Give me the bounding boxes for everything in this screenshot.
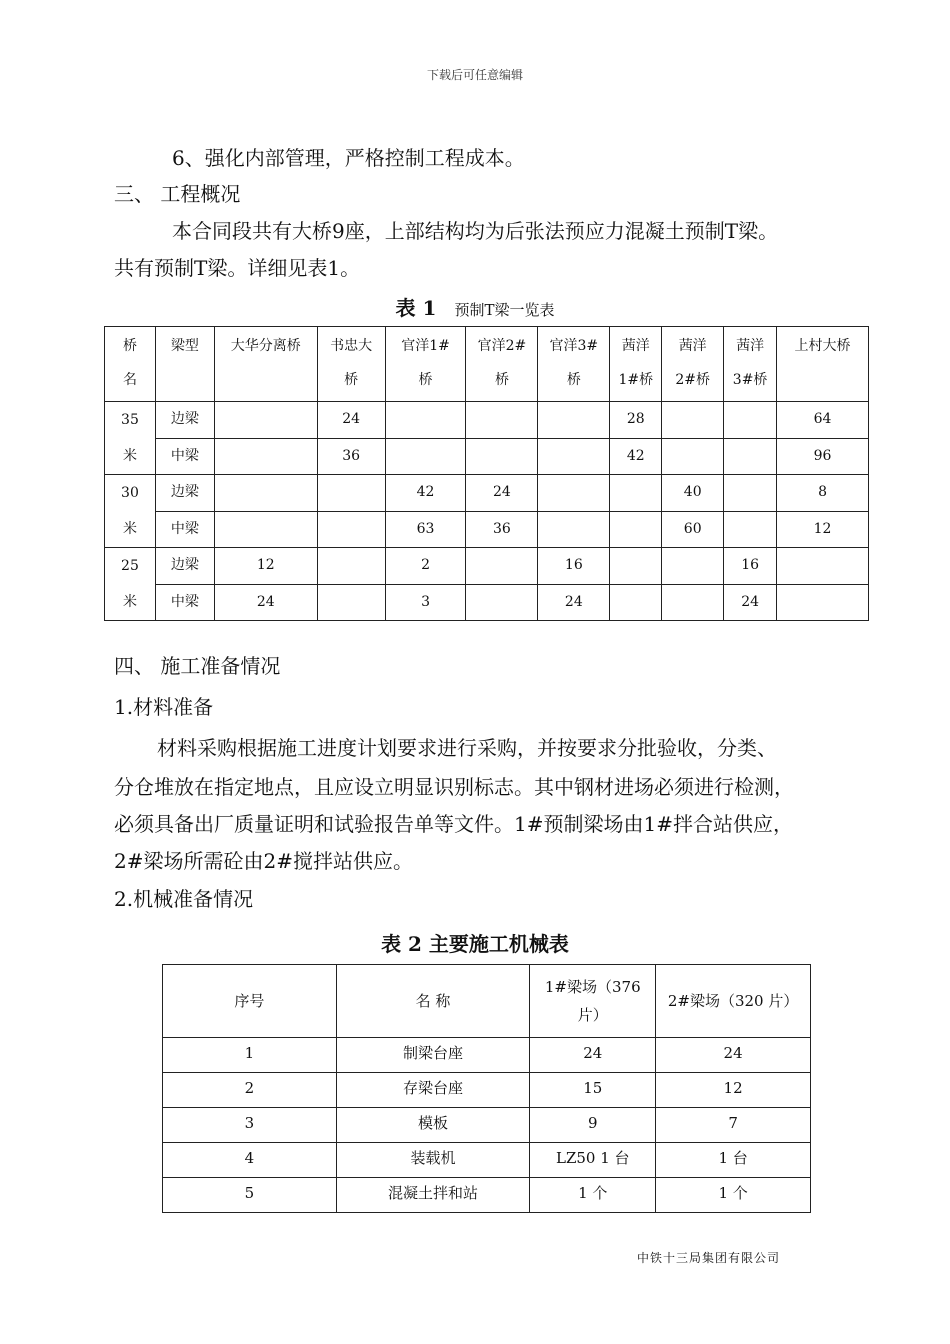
table1-header-line2: 桥 (494, 372, 509, 388)
table2-header-no: 序号 (163, 965, 337, 1038)
table1-cell (724, 402, 777, 439)
table1-header-cell (610, 327, 662, 402)
table1-header-line1: 官洋3# (549, 338, 599, 354)
table1-header-line1: 官洋2# (477, 338, 527, 354)
table1-span-cell (105, 548, 156, 621)
table2-cell-yard2: 1 台 (656, 1143, 811, 1178)
table1-cell (317, 584, 385, 621)
materials-paragraph-line3: 必须具备出厂质量证明和试验报告单等文件。1#预制梁场由1#拌合站供应， (114, 812, 793, 836)
table1-header-cell (317, 327, 385, 402)
table1-header-line1: 桥 (122, 338, 137, 354)
table-row (105, 402, 869, 439)
table1-header-cell (155, 327, 214, 402)
table1-header-line2: 2#桥 (675, 372, 711, 388)
table1-cell: 42 (610, 438, 662, 475)
table1-cell (724, 438, 777, 475)
table1-header-line2: 3#桥 (732, 372, 768, 388)
table1-caption-text: 预制T梁一览表 (454, 301, 555, 319)
table1-span-value: 25 (121, 558, 139, 574)
table2-cell-yard1: 15 (530, 1073, 656, 1108)
table1-cell (385, 402, 466, 439)
paragraph-item-6: 6、强化内部管理，严格控制工程成本。 (172, 146, 525, 170)
table1-cell (466, 402, 538, 439)
table1-cell: 2 (385, 548, 466, 585)
table1-header-line2: 桥 (344, 372, 359, 388)
table2-cell-name: 混凝土拌和站 (336, 1178, 530, 1213)
table1-header-line2: 桥 (566, 372, 581, 388)
table1-header-line1: 茜洋 (621, 338, 650, 354)
table1-cell (662, 402, 724, 439)
table1-cell: 24 (724, 584, 777, 621)
table1-caption-number: 表 1 (395, 296, 437, 320)
table1-cell (214, 438, 317, 475)
table2-cell-name: 制梁台座 (336, 1038, 530, 1073)
table2-header-yard1 (530, 965, 656, 1038)
table1-header-line2: 名 (122, 372, 137, 388)
table1-cell: 16 (538, 548, 610, 585)
table-row (105, 584, 869, 621)
table1-beam-type: 边梁 (155, 402, 214, 439)
page-footer-company: 中铁十三局集团有限公司 (636, 1251, 780, 1265)
table1-span-value: 35 (121, 412, 139, 428)
table1-header-line2: 桥 (418, 372, 433, 388)
table1-cell (317, 511, 385, 548)
page-header: 下载后可任意编辑 (426, 68, 523, 82)
table1-span-unit: 米 (122, 521, 137, 537)
table2-cell-no: 2 (163, 1073, 337, 1108)
table1-cell (317, 475, 385, 512)
table1-cell: 12 (214, 548, 317, 585)
table1-header-cell (214, 327, 317, 402)
table2-cell-no: 1 (163, 1038, 337, 1073)
table1-cell: 60 (662, 511, 724, 548)
table1-span-unit: 米 (122, 448, 137, 464)
table1-cell (385, 438, 466, 475)
table1-beam-type: 边梁 (155, 548, 214, 585)
precast-beam-table (104, 326, 869, 621)
table1-header-cell (777, 327, 869, 402)
table1-header-row (105, 327, 869, 402)
table1-cell: 36 (317, 438, 385, 475)
table1-caption (0, 292, 950, 321)
table2-cell-no: 3 (163, 1108, 337, 1143)
table-row (105, 475, 869, 512)
table1-cell (724, 511, 777, 548)
table1-cell (214, 511, 317, 548)
table1-cell (662, 438, 724, 475)
table1-cell (466, 584, 538, 621)
table2-header-yard1-line2: 片） (577, 1006, 608, 1024)
table2-header-name: 名 称 (336, 965, 530, 1038)
table1-cell (538, 438, 610, 475)
table1-cell (610, 584, 662, 621)
machinery-table (162, 964, 811, 1213)
table1-cell: 24 (466, 475, 538, 512)
overview-paragraph-line2: 共有预制T梁。详细见表1。 (114, 256, 361, 280)
table1-cell: 24 (538, 584, 610, 621)
table2-cell-yard1: 24 (530, 1038, 656, 1073)
section-heading-4: 四、 施工准备情况 (114, 654, 281, 678)
table1-cell (466, 438, 538, 475)
table1-cell (724, 475, 777, 512)
materials-paragraph-line1: 材料采购根据施工进度计划要求进行采购，并按要求分批验收，分类、 (157, 736, 777, 760)
table1-cell: 12 (777, 511, 869, 548)
table1-cell: 24 (214, 584, 317, 621)
table1-cell (538, 402, 610, 439)
table-row (105, 548, 869, 585)
table2-cell-yard2: 12 (656, 1073, 811, 1108)
table1-span-cell (105, 402, 156, 475)
table1-cell (777, 584, 869, 621)
table1-cell: 63 (385, 511, 466, 548)
table1-cell (610, 548, 662, 585)
table1-cell: 36 (466, 511, 538, 548)
table2-header-yard1-line1: 1#梁场（376 (544, 978, 641, 996)
table1-header-cell (724, 327, 777, 402)
table2-cell-no: 4 (163, 1143, 337, 1178)
table2-cell-name: 存梁台座 (336, 1073, 530, 1108)
table2-cell-yard1: 1 个 (530, 1178, 656, 1213)
table2-cell-yard1: 9 (530, 1108, 656, 1143)
table1-header-line1: 茜洋 (678, 338, 707, 354)
table1-cell: 24 (317, 402, 385, 439)
table1-header-line2: 1#桥 (618, 372, 654, 388)
table1-cell (214, 475, 317, 512)
table1-header-line1: 大华分离桥 (230, 338, 301, 354)
table1-beam-type: 中梁 (155, 511, 214, 548)
table1-cell (466, 548, 538, 585)
table2-caption: 表 2 主要施工机械表 (381, 932, 569, 956)
table1-cell (214, 402, 317, 439)
table1-beam-type: 中梁 (155, 438, 214, 475)
overview-paragraph-line1: 本合同段共有大桥9座，上部结构均为后张法预应力混凝土预制T梁。 (172, 219, 779, 243)
table-row (163, 1143, 811, 1178)
table2-cell-yard2: 7 (656, 1108, 811, 1143)
table1-cell (777, 548, 869, 585)
table1-span-value: 30 (121, 485, 139, 501)
table1-cell (610, 475, 662, 512)
table1-header-line1: 官洋1# (401, 338, 450, 354)
table1-cell: 64 (777, 402, 869, 439)
table1-beam-type: 边梁 (155, 475, 214, 512)
table-row (105, 511, 869, 548)
table2-cell-name: 模板 (336, 1108, 530, 1143)
table1-beam-type: 中梁 (155, 584, 214, 621)
subheading-machinery: 2.机械准备情况 (114, 887, 254, 911)
table2-cell-yard1: LZ50 1 台 (530, 1143, 656, 1178)
table-row (163, 1178, 811, 1213)
table1-header-line1: 书忠大 (330, 338, 373, 354)
table-row (163, 1038, 811, 1073)
table1-cell (662, 584, 724, 621)
table1-cell: 40 (662, 475, 724, 512)
table1-cell (538, 475, 610, 512)
table1-cell: 28 (610, 402, 662, 439)
table1-header-cell (466, 327, 538, 402)
table1-header-cell (105, 327, 156, 402)
table2-header-yard2: 2#梁场（320 片） (656, 965, 811, 1038)
table1-header-cell (662, 327, 724, 402)
section-heading-3: 三、 工程概况 (114, 182, 241, 206)
table1-cell (662, 548, 724, 585)
table1-header-cell (538, 327, 610, 402)
table2-cell-name: 装载机 (336, 1143, 530, 1178)
table-row (105, 438, 869, 475)
table1-cell: 42 (385, 475, 466, 512)
table-row (163, 1108, 811, 1143)
table1-cell (610, 511, 662, 548)
table1-header-line1: 上村大桥 (794, 338, 851, 354)
table1-cell: 8 (777, 475, 869, 512)
table2-cell-no: 5 (163, 1178, 337, 1213)
table1-cell: 96 (777, 438, 869, 475)
table1-span-unit: 米 (122, 594, 137, 610)
table2-cell-yard2: 24 (656, 1038, 811, 1073)
table1-cell (538, 511, 610, 548)
table1-cell (317, 548, 385, 585)
table2-cell-yard2: 1 个 (656, 1178, 811, 1213)
materials-paragraph-line4: 2#梁场所需砼由2#搅拌站供应。 (114, 849, 413, 873)
table1-header-line1: 梁型 (170, 338, 199, 354)
materials-paragraph-line2: 分仓堆放在指定地点，且应设立明显识别标志。其中钢材进场必须进行检测， (114, 775, 794, 799)
table1-cell: 3 (385, 584, 466, 621)
table1-span-cell (105, 475, 156, 548)
table1-header-line1: 茜洋 (736, 338, 765, 354)
subheading-materials: 1.材料准备 (114, 695, 214, 719)
table1-cell: 16 (724, 548, 777, 585)
table1-header-cell (385, 327, 466, 402)
table-row (163, 1073, 811, 1108)
